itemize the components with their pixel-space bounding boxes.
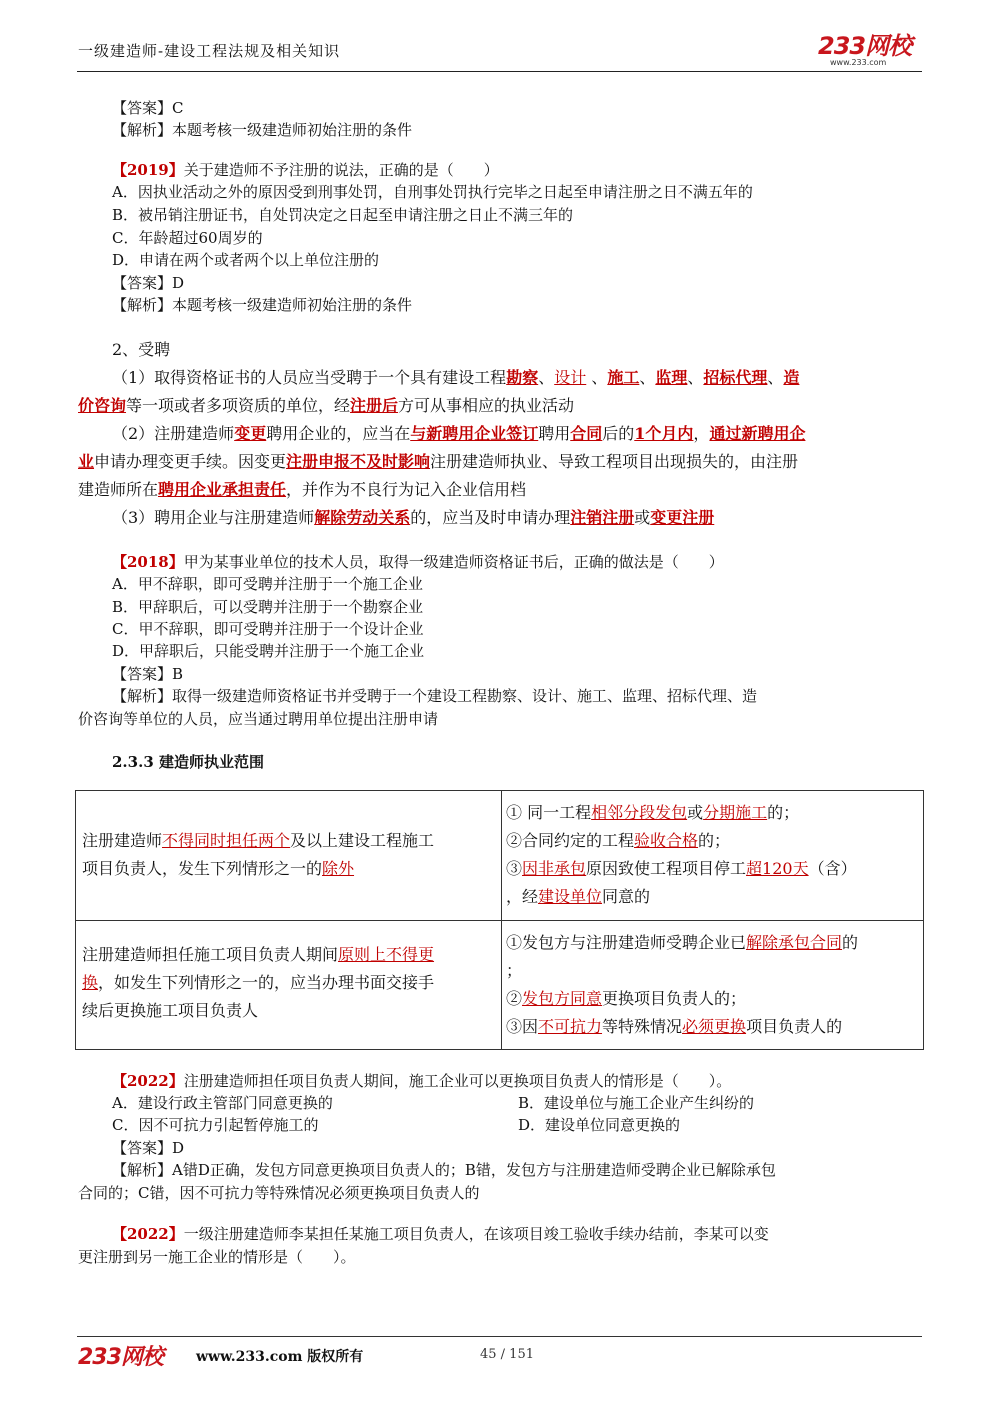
t: ② — [506, 989, 523, 1008]
kw-bixu: 必须更换 — [682, 1017, 747, 1036]
q2022a-year-tag: 【2022】 — [112, 1072, 184, 1090]
t: 续后更换施工项目负责人 — [82, 1001, 259, 1020]
q2019-option-d: D．申请在两个或者两个以上单位注册的 — [112, 251, 380, 269]
kw-budegenghuan-2: 换 — [82, 973, 99, 992]
t: ，经 — [506, 887, 539, 906]
t: 建造师所在 — [78, 480, 159, 499]
q2022a-answer: 【答案】D — [112, 1139, 185, 1157]
hire-p2-line2 — [78, 452, 798, 472]
kw-biangeng: 变更 — [234, 424, 267, 443]
q2018-option-d: D．甲辞职后，只能受聘并注册于一个施工企业 — [112, 642, 425, 660]
kw-fenqi: 分期施工 — [703, 803, 768, 822]
t: （2）注册建造师 — [112, 424, 235, 443]
q2019-option-c: C．年龄超过60周岁的 — [112, 229, 263, 247]
q2019-analysis: 【解析】本题考核一级建造师初始注册的条件 — [112, 296, 413, 314]
t: ，并作为不良行为记入企业信用档 — [286, 480, 527, 499]
q2019-stem: 关于建造师不予注册的说法，正确的是（ ） — [183, 161, 499, 179]
kw-feichengbao: 因非承包 — [522, 859, 587, 878]
t: 更换项目负责人的； — [602, 989, 747, 1008]
q2019-option-a: A．因执业活动之外的原因受到刑事处罚，自刑事处罚执行完毕之日起至申请注册之日不满五年的 — [112, 183, 753, 201]
hire-p2-line1 — [112, 424, 805, 444]
q2018-answer: 【答案】B — [112, 665, 184, 683]
kw-bujishi: 注册申报不及时影响 — [286, 452, 431, 471]
table-r2-left — [82, 941, 497, 1025]
q2022b-stem-line2: 更注册到另一施工企业的情形是（ ）。 — [78, 1248, 356, 1266]
brand-logo — [818, 26, 928, 68]
sep: 、 — [538, 368, 555, 387]
footer-divider — [77, 1336, 922, 1337]
t: （含） — [808, 859, 857, 878]
kw-tongguo-part2: 业 — [78, 452, 95, 471]
kw-sheji: 设计 — [554, 368, 587, 387]
t: 申请办理变更手续。因变更 — [94, 452, 287, 471]
kw-qianding: 与新聘用企业签订 — [410, 424, 539, 443]
prev-analysis: 【解析】本题考核一级建造师初始注册的条件 — [112, 121, 413, 139]
t: 等特殊情况 — [602, 1017, 683, 1036]
kw-chengdan: 聘用企业承担责任 — [158, 480, 287, 499]
table-r1-left — [82, 827, 497, 883]
hire-p3 — [112, 508, 714, 528]
kw-zaojia-part2: 价咨询 — [78, 396, 127, 415]
t: 注册建造师执业、导致工程项目出现损失的，由注册 — [430, 452, 799, 471]
table-divider-horizontal — [76, 920, 923, 921]
q2022a-option-c: C．因不可抗力引起暂停施工的 — [112, 1116, 319, 1134]
footer-logo: 233网校 — [78, 1345, 163, 1370]
table-r2-right — [506, 929, 921, 1041]
header-divider — [77, 71, 922, 72]
kw-jiechu-hetong: 解除承包合同 — [746, 933, 843, 952]
q2022b-year-tag: 【2022】 — [112, 1225, 184, 1243]
kw-one-month: 1个月内 — [634, 424, 694, 443]
kw-kancha: 勘察 — [506, 368, 539, 387]
kw-tongguo-part1: 通过新聘用企 — [709, 424, 806, 443]
q2019-answer: 【答案】D — [112, 274, 185, 292]
q2019-year-tag: 【2019】 — [112, 161, 184, 179]
sep: 、 — [767, 368, 784, 387]
kw-zaojia-part1: 造 — [783, 368, 800, 387]
q2018-analysis-line1: 【解析】取得一级建造师资格证书并受聘于一个建设工程勘察、设计、施工、监理、招标代理、造 — [112, 687, 758, 705]
footer-copyright: www.233.com 版权所有 — [196, 1349, 364, 1365]
q2022a-option-d: D．建设单位同意更换的 — [518, 1116, 681, 1134]
q2022a-stem: 注册建造师担任项目负责人期间，施工企业可以更换项目负责人的情形是（ ）。 — [183, 1072, 732, 1090]
t: ，如发生下列情形之一的，应当办理书面交接手 — [98, 973, 435, 992]
hire-p1-text2: 等一项或者多项资质的单位，经 — [126, 396, 351, 415]
kw-hetong: 合同 — [570, 424, 603, 443]
sep: 、 — [586, 368, 608, 387]
kw-biangeng-zhuce: 变更注册 — [650, 508, 715, 527]
kw-butong: 不得同时担任两个 — [162, 831, 291, 850]
kw-zhuce: 注册后 — [350, 396, 399, 415]
t: ， — [693, 424, 710, 443]
kw-zhuxiao: 注销注册 — [570, 508, 635, 527]
practice-scope-table — [75, 790, 924, 1050]
kw-chuwai: 除外 — [322, 859, 355, 878]
q2018-option-b: B．甲辞职后，可以受聘并注册于一个勘察企业 — [112, 598, 424, 616]
q2022a-stem-line — [112, 1071, 731, 1091]
t: 项目负责人的 — [746, 1017, 843, 1036]
q2019-option-b: B．被吊销注册证书，自处罚决定之日起至申请注册之日止不满三年的 — [112, 206, 574, 224]
q2018-analysis-line2: 价咨询等单位的人员，应当通过聘用单位提出注册申请 — [78, 710, 439, 728]
t: 的； — [767, 803, 800, 822]
page-header-title: 一级建造师-建设工程法规及相关知识 — [78, 42, 341, 60]
t: ① 同一工程 — [506, 803, 592, 822]
q2018-option-a: A．甲不辞职，即可受聘并注册于一个施工企业 — [112, 575, 423, 593]
q2022a-analysis-line1: 【解析】A错D正确，发包方同意更换项目负责人的；B错，发包方与注册建造师受聘企业已解除承包 — [112, 1161, 776, 1179]
sep: 、 — [639, 368, 656, 387]
kw-zhaobiao: 招标代理 — [703, 368, 768, 387]
prev-answer: 【答案】C — [112, 99, 184, 117]
q2022a-option-a: A．建设行政主管部门同意更换的 — [112, 1094, 333, 1112]
q2019-stem-line — [112, 160, 499, 180]
kw-jiechu: 解除劳动关系 — [314, 508, 411, 527]
hire-p2-line3 — [78, 480, 526, 500]
q2018-stem: 甲为某事业单位的技术人员，取得一级建造师资格证书后，正确的做法是（ ） — [183, 553, 724, 571]
t: 的，应当及时申请办理 — [410, 508, 571, 527]
kw-120days: 超120天 — [746, 859, 809, 878]
kw-jianli: 监理 — [655, 368, 688, 387]
sep: 、 — [687, 368, 704, 387]
t: 注册建造师 — [82, 831, 163, 850]
t: ③ — [506, 859, 523, 878]
hire-p1-text: （1）取得资格证书的人员应当受聘于一个具有建设工程 — [112, 368, 507, 387]
t: ③因 — [506, 1017, 539, 1036]
kw-yanshou: 验收合格 — [634, 831, 699, 850]
t: ①发包方与注册建造师受聘企业已 — [506, 933, 747, 952]
logo-url: www.233.com — [830, 58, 887, 67]
t: 项目负责人，发生下列情形之一的 — [82, 859, 323, 878]
t: 的； — [698, 831, 731, 850]
q2022b-stem-line1 — [112, 1224, 769, 1244]
t: 或 — [634, 508, 651, 527]
logo-text: 233网校 — [818, 32, 912, 60]
kw-jianshe-danwei: 建设单位 — [538, 887, 603, 906]
kw-shigong: 施工 — [607, 368, 640, 387]
q2018-option-c: C．甲不辞职，即可受聘并注册于一个设计企业 — [112, 620, 424, 638]
kw-bukekangli: 不可抗力 — [538, 1017, 603, 1036]
t: ； — [506, 961, 523, 980]
hire-p1-line2 — [78, 396, 574, 416]
t: 注册建造师担任施工项目负责人期间 — [82, 945, 339, 964]
q2018-year-tag: 【2018】 — [112, 553, 184, 571]
hire-p1-text3: 方可从事相应的执业活动 — [398, 396, 575, 415]
t: 及以上建设工程施工 — [290, 831, 435, 850]
section-title: 2.3.3 建造师执业范围 — [112, 753, 264, 771]
q2018-stem-line — [112, 552, 724, 572]
t: （3）聘用企业与注册建造师 — [112, 508, 315, 527]
hire-heading: 2、受聘 — [112, 340, 171, 359]
q2022b-stem: 一级注册建造师李某担任某施工项目负责人，在该项目竣工验收手续办结前，李某可以变 — [183, 1225, 769, 1243]
hire-p1-line1 — [112, 368, 799, 388]
t: ②合同约定的工程 — [506, 831, 635, 850]
kw-xianglin: 相邻分段发包 — [591, 803, 688, 822]
q2022a-analysis-line2: 合同的；C错，因不可抗力等特殊情况必须更换项目负责人的 — [78, 1184, 480, 1202]
t: 的 — [842, 933, 859, 952]
t: 聘用企业的，应当在 — [266, 424, 411, 443]
t: 或 — [687, 803, 704, 822]
t: 聘用 — [538, 424, 571, 443]
t: 同意的 — [602, 887, 651, 906]
t: 后的 — [602, 424, 635, 443]
kw-fabaofang: 发包方同意 — [522, 989, 603, 1008]
t: 原因致使工程项目停工 — [586, 859, 747, 878]
q2022a-option-b: B．建设单位与施工企业产生纠纷的 — [518, 1094, 755, 1112]
table-r1-right — [506, 799, 921, 911]
page-number: 45 / 151 — [480, 1347, 534, 1362]
kw-budegenghuan-1: 原则上不得更 — [338, 945, 435, 964]
